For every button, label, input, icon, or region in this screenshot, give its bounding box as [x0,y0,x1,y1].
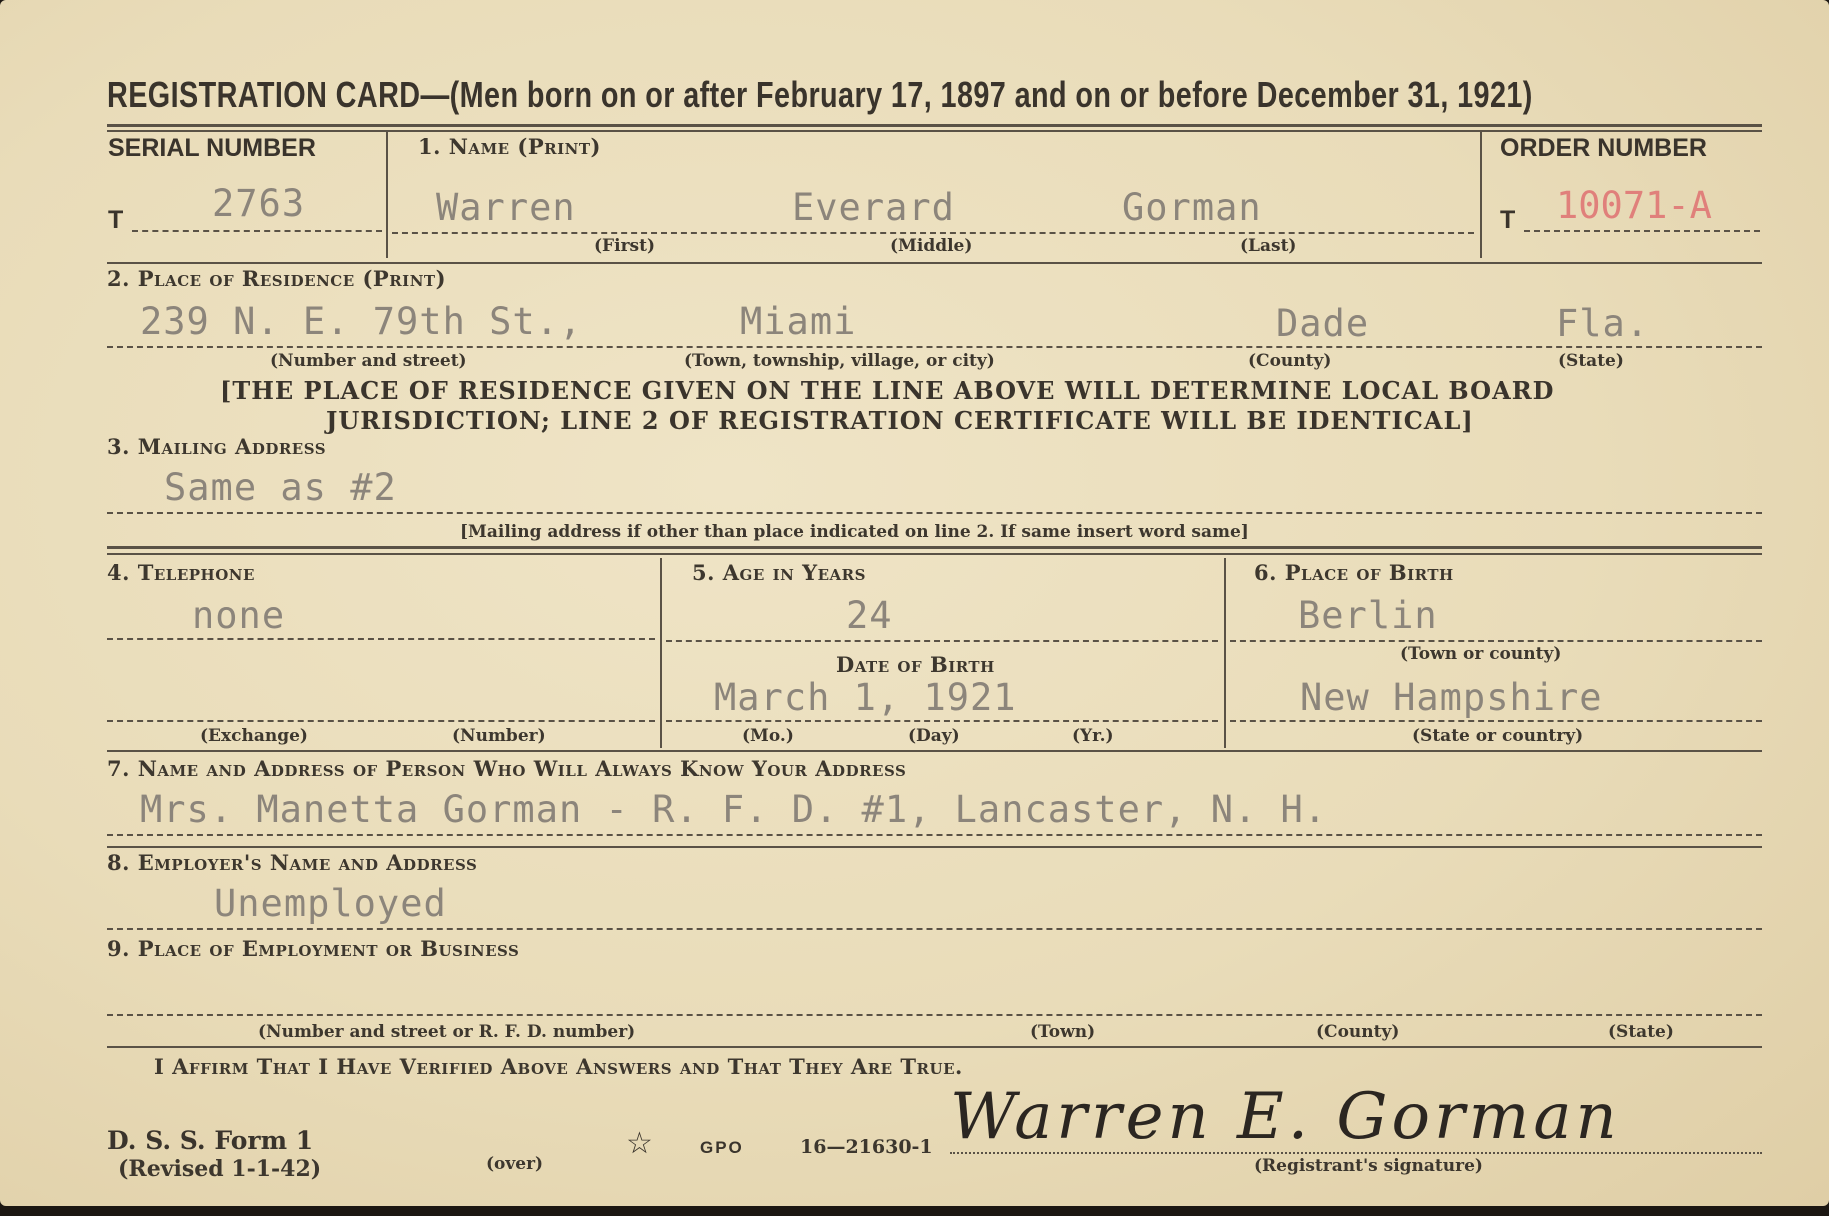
birthplace-town-value: Berlin [1298,594,1438,637]
registrant-signature: Warren E. Gorman [950,1080,1621,1154]
mailing-line [107,512,1762,514]
gpo-mark: GPO [700,1138,744,1157]
age-line [666,640,1218,642]
first-caption: (First) [594,236,655,256]
residence-label: 2. Place of Residence (Print) [107,266,447,291]
residence-street-caption: (Number and street) [270,351,467,371]
birthplace-town-caption: (Town or county) [1400,644,1562,664]
mailing-caption: [Mailing address if other than place indicated on line 2. If same insert word same] [460,522,1249,542]
serial-number-label: SERIAL NUMBER [108,134,316,162]
serial-divider [386,132,388,258]
row-rule-2b [107,553,1762,555]
affirmation-text: I Affirm That I Have Verified Above Answers and That They Are True. [154,1054,963,1079]
birthplace-line [1230,640,1762,642]
card-title: REGISTRATION CARD—(Men born on or after February 17, 1897 and on or before December 31, 1921) [107,74,1533,115]
row-rule-1 [107,262,1762,264]
order-prefix: T [1500,206,1516,234]
employer-label: 8. Employer's Name and Address [107,850,478,875]
mailing-address-label: 3. Mailing Address [107,434,327,459]
serial-prefix: T [108,206,124,234]
birth-divider [1224,558,1226,748]
signature-caption: (Registrant's signature) [1254,1156,1483,1176]
exchange-caption: (Exchange) [200,726,308,746]
telephone-label: 4. Telephone [107,560,255,585]
residence-state-value: Fla. [1556,302,1650,345]
name-label: 1. Name (Print) [418,134,601,159]
dob-day-caption: (Day) [908,726,960,746]
telephone-value: none [192,594,286,637]
dob-line [666,720,1218,722]
name-line [392,232,1474,234]
employer-value: Unemployed [214,882,447,925]
serial-line [132,230,382,232]
middle-name-value: Everard [792,186,955,229]
form-number: D. S. S. Form 1 [107,1126,314,1155]
residence-line [107,346,1762,348]
last-caption: (Last) [1240,236,1297,256]
employment-state-caption: (State) [1608,1022,1674,1042]
jurisdiction-notice-line2: JURISDICTION; LINE 2 OF REGISTRATION CERTIFICATE WILL BE IDENTICAL] [326,406,1474,435]
telephone-line-2 [107,720,655,722]
mailing-address-value: Same as #2 [164,466,397,509]
residence-state-caption: (State) [1558,351,1624,371]
top-rule [107,124,1762,127]
birthplace-state-caption: (State or country) [1412,726,1584,746]
order-number-label: ORDER NUMBER [1500,134,1707,162]
contact-line [107,834,1762,836]
age-divider [660,558,662,748]
age-value: 24 [846,594,893,637]
top-rule-inner [107,130,1762,132]
row-rule-5 [107,1046,1762,1048]
first-name-value: Warren [436,186,576,229]
employment-town-caption: (Town) [1030,1022,1096,1042]
residence-county-value: Dade [1276,302,1370,345]
star-icon: ☆ [626,1126,653,1161]
birthplace-label: 6. Place of Birth [1254,560,1454,585]
form-code: 16—21630-1 [800,1136,933,1158]
order-line [1524,230,1760,232]
birthplace-state-value: New Hampshire [1300,676,1603,719]
over-note: (over) [486,1154,544,1174]
residence-town-value: Miami [740,300,857,343]
employment-street-caption: (Number and street or R. F. D. number) [258,1022,636,1042]
employment-county-caption: (County) [1316,1022,1400,1042]
employment-line [107,1014,1762,1016]
dob-year-caption: (Yr.) [1072,726,1114,746]
residence-street-value: 239 N. E. 79th St., [140,300,583,343]
order-divider [1480,132,1482,258]
employer-line [107,928,1762,930]
birthplace-line-2 [1230,720,1762,722]
serial-number-value: 2763 [212,182,306,225]
dob-month-caption: (Mo.) [742,726,794,746]
residence-county-caption: (County) [1248,351,1332,371]
employment-label: 9. Place of Employment or Business [107,936,520,961]
row-rule-2 [107,546,1762,549]
age-label: 5. Age in Years [692,560,866,585]
row-rule-4 [107,846,1762,848]
number-caption: (Number) [452,726,546,746]
signature-line [950,1152,1762,1154]
row-rule-3 [107,750,1762,752]
contact-label: 7. Name and Address of Person Who Will Always Know Your Address [107,756,907,781]
contact-value: Mrs. Manetta Gorman - R. F. D. #1, Lancaster, N. H. [140,788,1328,831]
order-number-value: 10071-A [1556,184,1712,227]
last-name-value: Gorman [1122,186,1262,229]
form-revised: (Revised 1-1-42) [118,1156,322,1182]
telephone-line [107,638,655,640]
dob-value: March 1, 1921 [714,676,1017,719]
middle-caption: (Middle) [890,236,973,256]
dob-label: Date of Birth [836,652,995,677]
residence-town-caption: (Town, township, village, or city) [684,351,995,371]
jurisdiction-notice-line1: [THE PLACE OF RESIDENCE GIVEN ON THE LINE ABOVE WILL DETERMINE LOCAL BOARD [220,376,1555,405]
